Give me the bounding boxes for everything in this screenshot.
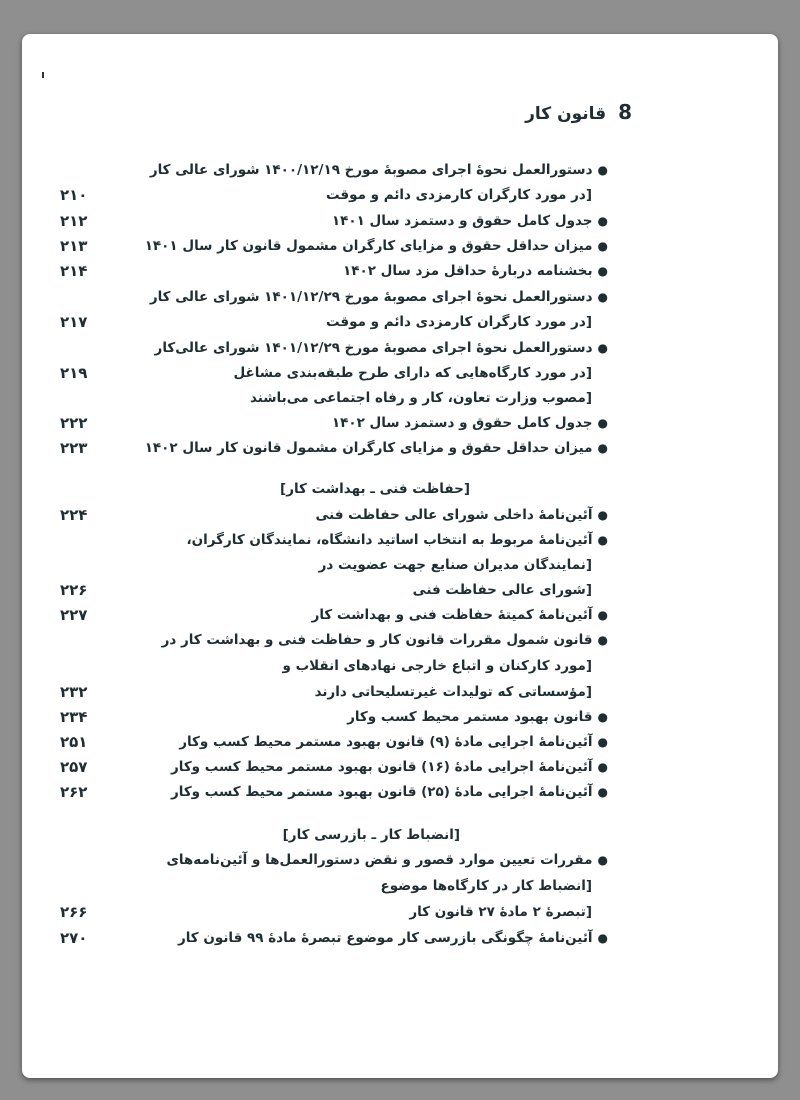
section-heading-inspection: [انضباط کار ـ بازرسی کار] bbox=[282, 827, 460, 843]
toc-entry-continuation: [در مورد کارگران کارمزدی دائم و موقت bbox=[326, 187, 592, 203]
toc-entry-continuation: [انضباط کار در کارگاه‌ها موضوع bbox=[380, 878, 592, 894]
page-ref: ۲۱۲ bbox=[60, 212, 88, 230]
toc-entry[interactable]: ● دستورالعمل نحوهٔ اجرای مصوبهٔ مورخ ۱۴۰۱/۱۲/۲۹ شورای عالی‌کار bbox=[88, 338, 608, 358]
toc-entry[interactable]: ● آئین‌نامهٔ کمیتهٔ حفاظت فنی و بهداشت کار bbox=[88, 605, 608, 625]
page-ref: ۲۲۲ bbox=[60, 414, 88, 432]
toc-entry[interactable]: ● مقررات تعیین موارد قصور و نقض دستورالعمل‌ها و آئین‌نامه‌های bbox=[88, 850, 608, 870]
toc-entry[interactable]: ● قانون شمول مقررات قانون کار و حفاظت فنی و بهداشت کار در bbox=[88, 630, 608, 650]
toc-entry[interactable]: ● دستورالعمل نحوهٔ اجرای مصوبهٔ مورخ ۱۴۰۰/۱۲/۱۹ شورای عالی کار bbox=[88, 160, 608, 180]
toc-entry-continuation: [تبصرهٔ ۲ مادهٔ ۲۷ قانون کار bbox=[409, 904, 592, 920]
toc-entry-continuation: [در مورد کارگران کارمزدی دائم و موقت bbox=[326, 314, 592, 330]
toc-entry-continuation: [مؤسساتی که تولیدات غیرتسلیحاتی دارند bbox=[314, 684, 592, 700]
toc-entry-continuation: [در مورد کارگاه‌هایی که دارای طرح طبقه‌بندی مشاغل bbox=[233, 365, 592, 381]
page-ref: ۲۵۷ bbox=[60, 758, 88, 776]
page-ref: ۲۲۴ bbox=[60, 506, 88, 524]
page-ref: ۲۱۹ bbox=[60, 364, 88, 382]
page-ref: ۲۶۲ bbox=[60, 783, 88, 801]
toc-entry[interactable]: ● میزان حداقل حقوق و مزایای کارگران مشمول قانون کار سال ۱۴۰۱ bbox=[88, 236, 608, 256]
page-ref: ۲۷۰ bbox=[60, 929, 88, 947]
page-ref: ۲۱۴ bbox=[60, 262, 88, 280]
toc-entry[interactable]: ● بخشنامه دربارهٔ حداقل مزد سال ۱۴۰۲ bbox=[88, 261, 608, 281]
margin-mark bbox=[42, 72, 44, 78]
page-ref: ۲۱۳ bbox=[60, 237, 88, 255]
page-number: 8 bbox=[618, 100, 632, 124]
toc-entry-continuation: [مصوب وزارت تعاون، کار و رفاه اجتماعی می‌باشند bbox=[249, 390, 592, 406]
page-ref: ۲۳۲ bbox=[60, 683, 88, 701]
page-ref: ۲۵۱ bbox=[60, 733, 88, 751]
toc-entry-continuation: [نمایندگان مدیران صنایع جهت عضویت در bbox=[318, 557, 592, 573]
toc-entry[interactable]: ● میزان حداقل حقوق و مزایای کارگران مشمول قانون کار سال ۱۴۰۲ bbox=[88, 438, 608, 458]
toc-entry[interactable]: ● آئین‌نامهٔ اجرایی مادهٔ (۱۶) قانون بهبود مستمر محیط کسب وکار bbox=[88, 757, 608, 777]
toc-entry[interactable]: ● جدول کامل حقوق و دستمزد سال ۱۴۰۲ bbox=[88, 413, 608, 433]
page-ref: ۲۲۷ bbox=[60, 606, 88, 624]
book-title: قانون کار bbox=[525, 104, 607, 124]
page-ref: ۲۱۷ bbox=[60, 313, 88, 331]
page-ref: ۲۲۳ bbox=[60, 439, 88, 457]
toc-entry[interactable]: ● قانون بهبود مستمر محیط کسب وکار bbox=[88, 707, 608, 727]
toc-entry[interactable]: ● آئین‌نامهٔ اجرایی مادهٔ (۲۵) قانون بهبود مستمر محیط کسب وکار bbox=[88, 782, 608, 802]
toc-entry[interactable]: ● آئین‌نامهٔ مربوط به انتخاب اساتید دانشگاه، نمایندگان کارگران، bbox=[88, 530, 608, 550]
page-ref: ۲۱۰ bbox=[60, 186, 88, 204]
toc-entry-continuation: [مورد کارکنان و اتباع خارجی نهادهای انقلاب و bbox=[282, 658, 592, 674]
page-ref: ۲۶۶ bbox=[60, 903, 88, 921]
toc-entry[interactable]: ● دستورالعمل نحوهٔ اجرای مصوبهٔ مورخ ۱۴۰۱/۱۲/۲۹ شورای عالی کار bbox=[88, 287, 608, 307]
running-head bbox=[525, 100, 632, 124]
page-ref: ۲۳۴ bbox=[60, 708, 88, 726]
toc-entry-continuation: [شورای عالی حفاظت فنی bbox=[412, 582, 592, 598]
toc-entry[interactable]: ● جدول کامل حقوق و دستمزد سال ۱۴۰۱ bbox=[88, 211, 608, 231]
toc-entry[interactable]: ● آئین‌نامهٔ داخلی شورای عالی حفاظت فنی bbox=[88, 505, 608, 525]
section-heading-safety: [حفاظت فنی ـ بهداشت کار] bbox=[280, 481, 470, 497]
toc-entry[interactable]: ● آئین‌نامهٔ چگونگی بازرسی کار موضوع تبصرهٔ مادهٔ ۹۹ قانون کار bbox=[88, 928, 608, 948]
page-ref: ۲۲۶ bbox=[60, 581, 88, 599]
toc-entry[interactable]: ● آئین‌نامهٔ اجرایی مادهٔ (۹) قانون بهبود مستمر محیط کسب وکار bbox=[88, 732, 608, 752]
